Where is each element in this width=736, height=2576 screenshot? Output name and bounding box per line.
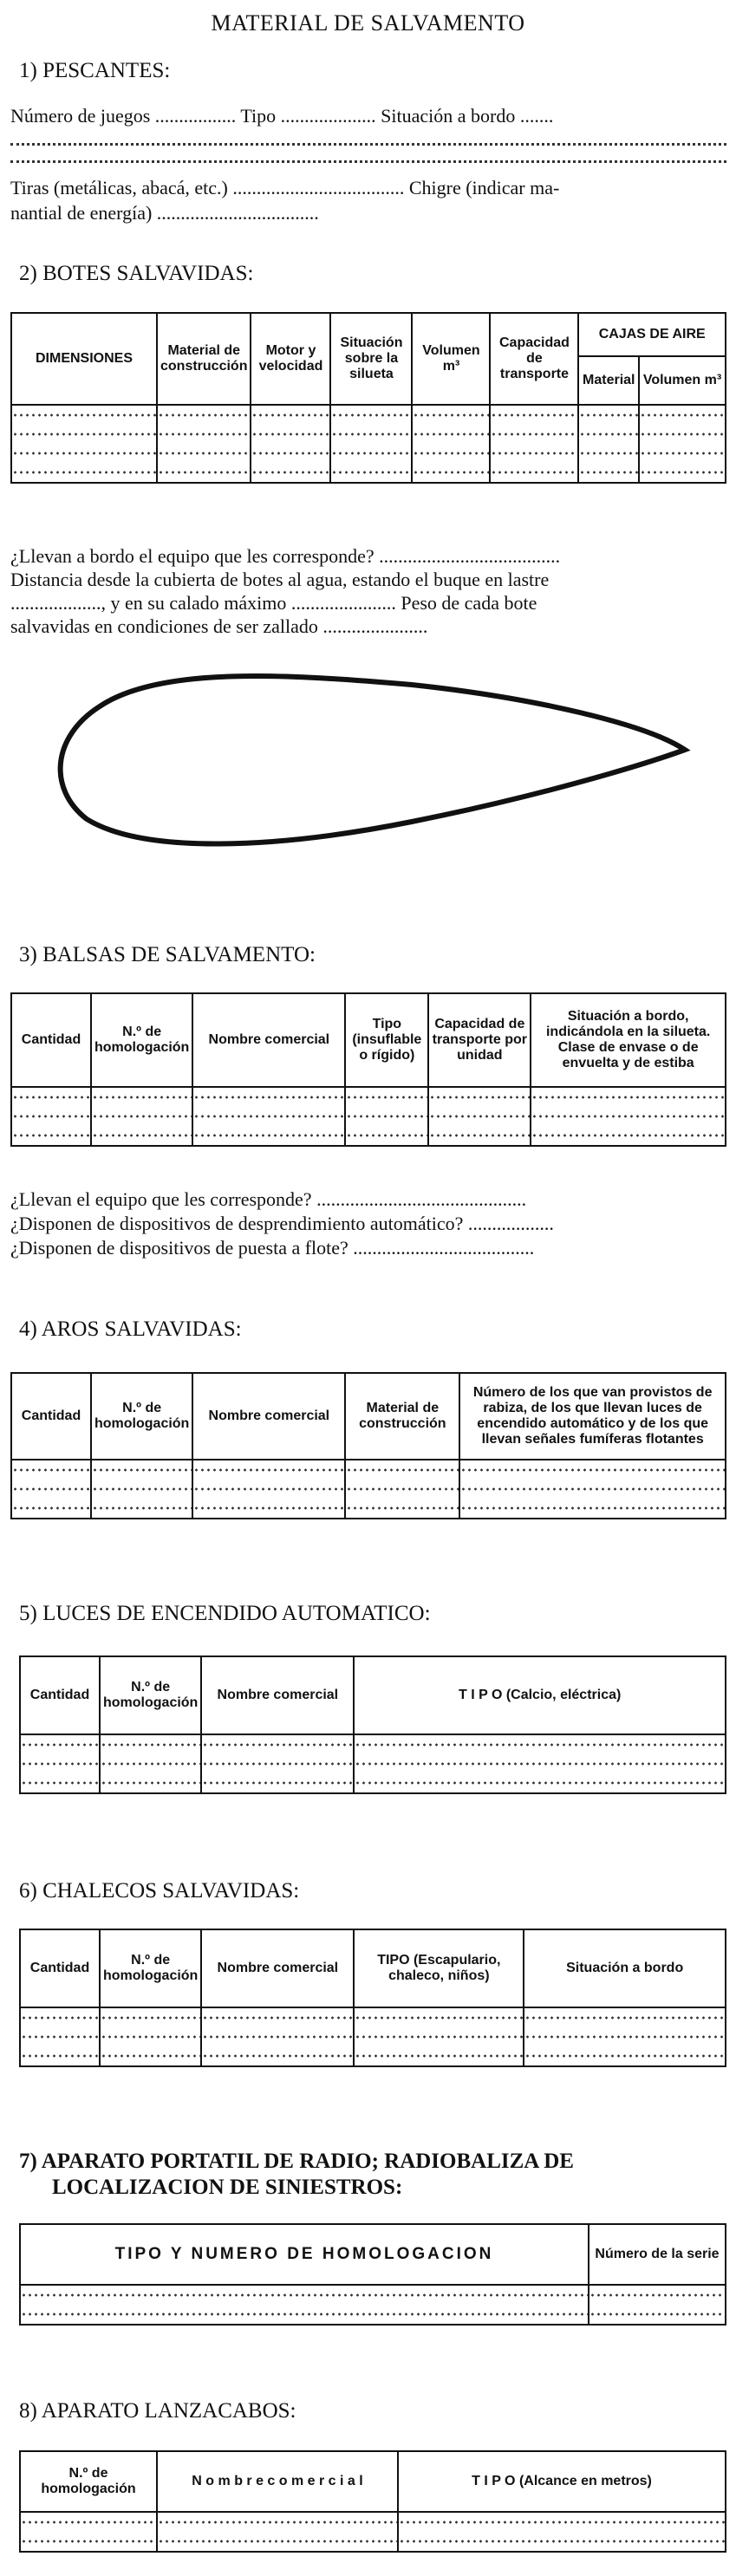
table-cell[interactable] xyxy=(201,2007,354,2027)
table-cell[interactable] xyxy=(345,1480,459,1499)
table-cell[interactable] xyxy=(11,444,157,463)
table-cell[interactable] xyxy=(524,2027,726,2046)
section-2-heading: 2) BOTES SALVAVIDAS: xyxy=(19,262,254,285)
table-cell[interactable] xyxy=(201,1734,354,1754)
table-cell[interactable] xyxy=(11,1107,91,1126)
table-cell[interactable] xyxy=(354,2046,524,2066)
table-cell[interactable] xyxy=(20,1734,100,1754)
luces-table xyxy=(19,1656,726,1794)
table-cell[interactable] xyxy=(531,1107,726,1126)
table-cell[interactable] xyxy=(251,444,330,463)
table-cell[interactable] xyxy=(192,1107,345,1126)
col-tipo: Tipo (insuflable o rígido) xyxy=(345,993,428,1087)
table-cell[interactable] xyxy=(100,2007,201,2027)
table-cell[interactable] xyxy=(201,1773,354,1793)
lifeboat-silhouette xyxy=(48,624,698,875)
col-dimensiones: DIMENSIONES xyxy=(11,313,157,405)
table-cell[interactable] xyxy=(578,463,639,483)
table-cell[interactable] xyxy=(578,444,639,463)
table-cell[interactable] xyxy=(20,2007,100,2027)
table-cell[interactable] xyxy=(412,405,490,425)
section-3-heading: 3) BALSAS DE SALVAMENTO: xyxy=(19,943,316,966)
table-cell[interactable] xyxy=(345,1107,428,1126)
s3-question-1: ¿Llevan el equipo que les corresponde? ............................................ xyxy=(10,1188,527,1210)
table-cell[interactable] xyxy=(412,425,490,444)
table-cell[interactable] xyxy=(100,1734,201,1754)
col-nombre: Nombre comercial xyxy=(192,993,345,1087)
table-cell[interactable] xyxy=(20,1754,100,1773)
s3-question-2: ¿Disponen de dispositivos de desprendimiento automático? .................. xyxy=(10,1213,554,1234)
table-cell[interactable] xyxy=(157,2512,398,2532)
col-cajas-material: Material xyxy=(578,356,639,405)
table-cell[interactable] xyxy=(524,2046,726,2066)
table-cell[interactable] xyxy=(398,2532,726,2552)
section-5-heading: 5) LUCES DE ENCENDIDO AUTOMATICO: xyxy=(19,1602,431,1625)
table-cell[interactable] xyxy=(11,1499,91,1519)
table-cell[interactable] xyxy=(428,1087,531,1107)
table-cell[interactable] xyxy=(589,2305,726,2325)
table-cell[interactable] xyxy=(11,1087,91,1107)
col-cajas-aire: CAJAS DE AIRE xyxy=(578,313,726,356)
table-cell[interactable] xyxy=(412,444,490,463)
table-cell[interactable] xyxy=(490,463,578,483)
col-capacidad: Capacidad de transporte xyxy=(490,313,578,405)
table-cell[interactable] xyxy=(345,1499,459,1519)
table-cell[interactable] xyxy=(345,1126,428,1146)
col-material: Material de construcción xyxy=(157,313,251,405)
table-cell[interactable] xyxy=(20,2046,100,2066)
table-cell[interactable] xyxy=(490,405,578,425)
s2-question-2: Distancia desde la cubierta de botes al agua, estando el buque en lastre xyxy=(10,569,550,590)
s1-blank-line xyxy=(10,160,726,163)
table-cell[interactable] xyxy=(428,1126,531,1146)
table-cell[interactable] xyxy=(157,444,251,463)
col-numero: Número de los que van provistos de rabiza, de los que llevan luces de encendido automático y de los que llevan señales fumíferas flotantes xyxy=(459,1373,726,1460)
col-tipo-homologacion: TIPO Y NUMERO DE HOMOLOGACION xyxy=(20,2224,589,2285)
s2-question-1: ¿Llevan a bordo el equipo que les corresponde? ...................................... xyxy=(10,545,561,567)
s1-line-2: Tiras (metálicas, abacá, etc.) .................................... Chigre (indicar ma- xyxy=(10,177,560,198)
table-cell[interactable] xyxy=(459,1499,726,1519)
table-cell[interactable] xyxy=(100,2027,201,2046)
table-cell[interactable] xyxy=(578,425,639,444)
section-8-heading: 8) APARATO LANZACABOS: xyxy=(19,2399,296,2423)
table-cell[interactable] xyxy=(11,1460,91,1480)
table-cell[interactable] xyxy=(354,1754,726,1773)
botes-table xyxy=(10,312,726,484)
table-cell[interactable] xyxy=(11,425,157,444)
s3-question-3: ¿Disponen de dispositivos de puesta a flote? ...................................... xyxy=(10,1237,535,1259)
table-cell[interactable] xyxy=(20,2512,157,2532)
table-cell[interactable] xyxy=(20,2285,589,2305)
table-cell[interactable] xyxy=(589,2285,726,2305)
table-cell[interactable] xyxy=(11,405,157,425)
table-cell[interactable] xyxy=(192,1460,345,1480)
table-cell[interactable] xyxy=(428,1107,531,1126)
s1-blank-line xyxy=(10,143,726,146)
col-homologacion: N.º de homologación xyxy=(91,1373,192,1460)
table-cell[interactable] xyxy=(20,1773,100,1793)
table-cell[interactable] xyxy=(639,425,726,444)
col-nombre: Nombre comercial xyxy=(201,1929,354,2007)
section-6-heading: 6) CHALECOS SALVAVIDAS: xyxy=(19,1879,300,1903)
section-7-heading-2: LOCALIZACION DE SINIESTROS: xyxy=(52,2176,403,2199)
table-cell[interactable] xyxy=(91,1480,192,1499)
table-cell[interactable] xyxy=(20,2305,589,2325)
table-cell[interactable] xyxy=(398,2512,726,2532)
col-nombre: Nombre comercial xyxy=(192,1373,345,1460)
table-cell[interactable] xyxy=(330,444,412,463)
table-cell[interactable] xyxy=(157,463,251,483)
table-cell[interactable] xyxy=(354,2027,524,2046)
table-cell[interactable] xyxy=(192,1126,345,1146)
col-homologacion: N.º de homologación xyxy=(91,993,192,1087)
col-numero-serie: Número de la serie xyxy=(589,2224,726,2285)
table-cell[interactable] xyxy=(251,425,330,444)
section-1-heading: 1) PESCANTES: xyxy=(19,59,171,82)
col-material: Material de construcción xyxy=(345,1373,459,1460)
table-cell[interactable] xyxy=(354,2007,524,2027)
col-volumen: Volumen m³ xyxy=(412,313,490,405)
col-tipo: TIPO (Escapulario, chaleco, niños) xyxy=(354,1929,524,2007)
table-cell[interactable] xyxy=(91,1126,192,1146)
table-cell[interactable] xyxy=(330,405,412,425)
table-cell[interactable] xyxy=(639,444,726,463)
table-cell[interactable] xyxy=(192,1087,345,1107)
balsas-table xyxy=(10,992,726,1147)
section-7-heading-1: 7) APARATO PORTATIL DE RADIO; RADIOBALIZA DE xyxy=(19,2150,574,2173)
table-cell[interactable] xyxy=(100,2046,201,2066)
col-cantidad: Cantidad xyxy=(11,993,91,1087)
radio-table xyxy=(19,2223,726,2326)
col-cajas-volumen: Volumen m³ xyxy=(639,356,726,405)
table-cell[interactable] xyxy=(11,463,157,483)
col-situacion: Situación a bordo xyxy=(524,1929,726,2007)
section-4-heading: 4) AROS SALVAVIDAS: xyxy=(19,1317,242,1341)
table-cell[interactable] xyxy=(100,1754,201,1773)
page-title: MATERIAL DE SALVAMENTO xyxy=(211,10,525,36)
col-motor: Motor y velocidad xyxy=(251,313,330,405)
table-cell[interactable] xyxy=(412,463,490,483)
col-tipo: T I P O (Alcance en metros) xyxy=(398,2451,726,2512)
table-cell[interactable] xyxy=(192,1480,345,1499)
table-cell[interactable] xyxy=(91,1499,192,1519)
col-situacion: Situación a bordo, indicándola en la silueta. Clase de envase o de envuelta y de estiba xyxy=(531,993,726,1087)
table-cell[interactable] xyxy=(345,1460,459,1480)
chalecos-table xyxy=(19,1929,726,2067)
col-homologacion: N.º de homologación xyxy=(100,1656,201,1734)
col-homologacion: N.º de homologación xyxy=(100,1929,201,2007)
col-situacion: Situación sobre la silueta xyxy=(330,313,412,405)
table-cell[interactable] xyxy=(531,1126,726,1146)
s2-question-4: salvavidas en condiciones de ser zallado ...................... xyxy=(10,615,428,637)
table-cell[interactable] xyxy=(201,2027,354,2046)
table-cell[interactable] xyxy=(524,2007,726,2027)
col-tipo: T I P O (Calcio, eléctrica) xyxy=(354,1656,726,1734)
table-cell[interactable] xyxy=(459,1460,726,1480)
table-cell[interactable] xyxy=(91,1087,192,1107)
table-cell[interactable] xyxy=(639,463,726,483)
col-nombre: Nombre comercial xyxy=(201,1656,354,1734)
col-homologacion: N.º de homologación xyxy=(20,2451,157,2512)
table-cell[interactable] xyxy=(157,425,251,444)
table-cell[interactable] xyxy=(20,2532,157,2552)
table-cell[interactable] xyxy=(459,1480,726,1499)
table-cell[interactable] xyxy=(201,1754,354,1773)
table-cell[interactable] xyxy=(251,463,330,483)
col-capacidad: Capacidad de transporte por unidad xyxy=(428,993,531,1087)
table-cell[interactable] xyxy=(201,2046,354,2066)
col-cantidad: Cantidad xyxy=(11,1373,91,1460)
aros-table xyxy=(10,1372,726,1519)
table-cell[interactable] xyxy=(531,1087,726,1107)
table-cell[interactable] xyxy=(345,1087,428,1107)
s1-line-3: nantial de energía) .................................. xyxy=(10,202,319,224)
table-cell[interactable] xyxy=(91,1107,192,1126)
col-cantidad: Cantidad xyxy=(20,1656,100,1734)
table-cell[interactable] xyxy=(490,444,578,463)
table-cell[interactable] xyxy=(330,463,412,483)
table-cell[interactable] xyxy=(354,1773,726,1793)
table-cell[interactable] xyxy=(490,425,578,444)
s1-line-1: Número de juegos ................. Tipo .................... Situación a bordo ....... xyxy=(10,105,554,127)
table-cell[interactable] xyxy=(20,2027,100,2046)
table-cell[interactable] xyxy=(157,2532,398,2552)
col-nombre: N o m b r e c o m e r c i a l xyxy=(157,2451,398,2512)
table-cell[interactable] xyxy=(192,1499,345,1519)
table-cell[interactable] xyxy=(578,405,639,425)
table-cell[interactable] xyxy=(330,425,412,444)
table-cell[interactable] xyxy=(251,405,330,425)
table-cell[interactable] xyxy=(100,1773,201,1793)
lanzacabos-table xyxy=(19,2450,726,2553)
table-cell[interactable] xyxy=(11,1480,91,1499)
table-cell[interactable] xyxy=(639,405,726,425)
table-cell[interactable] xyxy=(91,1460,192,1480)
table-cell[interactable] xyxy=(11,1126,91,1146)
s2-question-3: ..................., y en su calado máximo ...................... Peso de cada bote xyxy=(10,592,537,614)
table-cell[interactable] xyxy=(354,1734,726,1754)
table-cell[interactable] xyxy=(157,405,251,425)
col-cantidad: Cantidad xyxy=(20,1929,100,2007)
